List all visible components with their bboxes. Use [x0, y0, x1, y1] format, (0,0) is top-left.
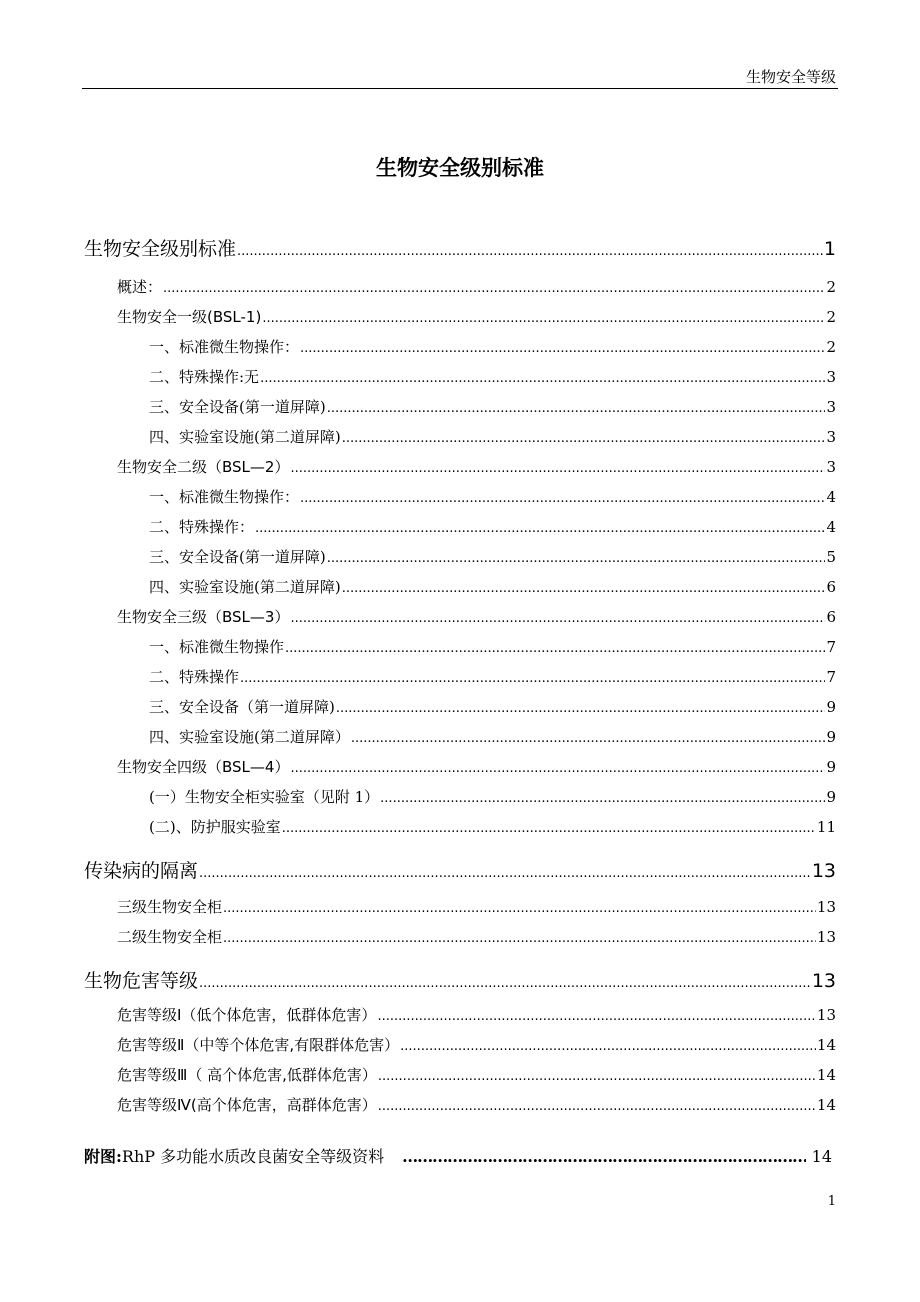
- toc-entry-label: 生物危害等级: [84, 970, 199, 992]
- toc-entry-label: 三、安全设备(第一道屏障): [149, 548, 326, 566]
- toc-entry-label: 二、特殊操作：: [149, 518, 255, 536]
- toc-entry-label: 二、特殊操作:无: [149, 368, 260, 386]
- toc-entry-label: 四、实验室设施(第二道屏障): [149, 428, 341, 446]
- toc-entry-leader: [327, 398, 826, 416]
- toc-entry-level1[interactable]: [84, 966, 836, 993]
- toc-entry-leader: [300, 488, 825, 506]
- toc-entry-leader: [260, 368, 825, 386]
- toc-entry-leader: [342, 578, 826, 596]
- toc-entry-level3[interactable]: [149, 336, 836, 357]
- toc-entry-page: 2: [826, 308, 836, 326]
- toc-entry-level3[interactable]: [149, 696, 836, 717]
- toc-entry-level2[interactable]: [117, 756, 836, 777]
- toc-entry-level3[interactable]: [149, 786, 836, 807]
- toc-entry-page: 9: [826, 788, 836, 806]
- toc-entry-page: 14: [816, 1036, 836, 1054]
- toc-entry-label: 生物安全四级（BSL—4）: [117, 758, 290, 776]
- toc-entry-label: 生物安全三级（BSL—3）: [117, 608, 290, 626]
- page-number: 1: [827, 1194, 836, 1209]
- toc-entry-leader: [351, 728, 826, 746]
- toc-entry-label: 危害等级Ⅲ（ 高个体危害,低群体危害）: [117, 1066, 377, 1084]
- toc-entry-label: 三、安全设备（第一道屏障): [149, 698, 335, 716]
- toc-entry-leader: [285, 638, 825, 656]
- toc-entry-label: 生物安全一级(BSL-1): [117, 308, 262, 326]
- toc-entry-page: 13: [816, 1006, 836, 1024]
- toc-entry-leader: [290, 758, 825, 776]
- appendix-leader: [402, 1147, 806, 1166]
- toc-entry-page: 5: [826, 548, 836, 566]
- toc-entry-page: 2: [826, 278, 836, 296]
- toc-entry-leader: [223, 928, 816, 946]
- toc-entry-leader: [400, 1036, 816, 1054]
- toc-entry-page: 7: [826, 668, 836, 686]
- toc-entry-leader: [223, 898, 816, 916]
- toc-entry-label: 一、标准微生物操作：: [149, 488, 300, 506]
- toc-entry-label: 一、标准微生物操作: [149, 638, 285, 656]
- toc-entry-page: 6: [826, 608, 836, 626]
- toc-entry-page: 3: [826, 458, 836, 476]
- toc-entry-leader: [300, 338, 825, 356]
- toc-entry-label: 四、实验室设施(第二道屏障）: [149, 728, 350, 746]
- toc-entry-page: 11: [816, 818, 836, 836]
- appendix-label: 附图:: [84, 1147, 122, 1166]
- toc-entry-page: 14: [816, 1096, 836, 1114]
- toc-entry-page: 3: [826, 368, 836, 386]
- toc-entry-page: 1: [823, 238, 836, 260]
- toc-entry-label: (二)、防护服实验室: [149, 818, 281, 836]
- toc-entry-level3[interactable]: [149, 816, 836, 837]
- header-title: 生物安全等级: [745, 68, 836, 86]
- toc-entry-page: 3: [826, 398, 836, 416]
- toc-entry-leader: [378, 1066, 816, 1084]
- toc-entry-label: 三、安全设备(第一道屏障): [149, 398, 326, 416]
- toc-entry-level2[interactable]: [117, 606, 836, 627]
- toc-entry-level1[interactable]: [84, 234, 836, 261]
- toc-entry-leader: [290, 608, 825, 626]
- toc-entry-label: 三级生物安全柜: [117, 898, 223, 916]
- toc-entry-leader: [378, 1096, 816, 1114]
- toc-entry-level1[interactable]: [84, 856, 836, 883]
- toc-entry-leader: [377, 1006, 815, 1024]
- toc-entry-leader: [342, 428, 826, 446]
- toc-entry-label: 危害等级Ⅱ（中等个体危害,有限群体危害）: [117, 1036, 400, 1054]
- toc-entry-leader: [199, 970, 811, 992]
- appendix-text: RhP 多功能水质改良菌安全等级资料: [121, 1147, 385, 1166]
- toc-entry-label: 危害等级Ⅳ(高个体危害，高群体危害）: [117, 1096, 377, 1114]
- toc-entry-page: 9: [826, 698, 836, 716]
- document-title: 生物安全级别标准: [376, 156, 544, 180]
- toc-entry-level3[interactable]: [149, 486, 836, 507]
- appendix-entry[interactable]: [84, 1144, 832, 1167]
- toc-entry-level3[interactable]: [149, 366, 836, 387]
- toc-entry-level3[interactable]: [149, 636, 836, 657]
- toc-entry-page: 6: [826, 578, 836, 596]
- toc-entry-page: 13: [811, 970, 836, 992]
- toc-entry-level3[interactable]: [149, 726, 836, 747]
- toc-entry-leader: [255, 518, 825, 536]
- toc-entry-leader: [199, 860, 811, 882]
- toc-entry-leader: [240, 668, 825, 686]
- toc-entry-page: 9: [826, 728, 836, 746]
- toc-entry-level2[interactable]: [117, 276, 836, 297]
- toc-entry-level3[interactable]: [149, 516, 836, 537]
- toc-entry-level2[interactable]: [117, 896, 836, 917]
- toc-entry-level3[interactable]: [149, 666, 836, 687]
- toc-entry-level2[interactable]: [117, 1034, 836, 1055]
- toc-entry-level3[interactable]: [149, 546, 836, 567]
- toc-entry-level2[interactable]: [117, 1004, 836, 1025]
- toc-entry-page: 7: [826, 638, 836, 656]
- toc-entry-level2[interactable]: [117, 1094, 836, 1115]
- toc-entry-level3[interactable]: [149, 396, 836, 417]
- toc-entry-label: 二、特殊操作: [149, 668, 240, 686]
- toc-entry-page: 4: [826, 518, 836, 536]
- toc-entry-label: 一、标准微生物操作：: [149, 338, 300, 356]
- toc-entry-label: (一）生物安全柜实验室（见附 1）: [149, 788, 380, 806]
- toc-entry-page: 3: [826, 428, 836, 446]
- toc-entry-leader: [327, 548, 826, 566]
- toc-entry-page: 13: [816, 898, 836, 916]
- toc-entry-level3[interactable]: [149, 426, 836, 447]
- toc-entry-leader: [163, 278, 825, 296]
- toc-entry-page: 13: [816, 928, 836, 946]
- appendix-page: 14: [811, 1147, 832, 1166]
- toc-entry-leader: [380, 788, 825, 806]
- toc-entry-leader: [336, 698, 826, 716]
- toc-entry-level2[interactable]: [117, 926, 836, 947]
- toc-entry-label: 生物安全级别标准: [84, 238, 237, 260]
- toc-entry-page: 4: [826, 488, 836, 506]
- toc-entry-page: 13: [811, 860, 836, 882]
- toc-entry-label: 传染病的隔离: [84, 860, 199, 882]
- toc-entry-label: 概述：: [117, 278, 163, 296]
- toc-entry-label: 二级生物安全柜: [117, 928, 223, 946]
- toc-entry-leader: [262, 308, 825, 326]
- toc-entry-level2[interactable]: [117, 456, 836, 477]
- toc-entry-label: 四、实验室设施(第二道屏障): [149, 578, 341, 596]
- toc-entry-leader: [290, 458, 825, 476]
- toc-entry-level2[interactable]: [117, 1064, 836, 1085]
- toc-entry-page: 9: [826, 758, 836, 776]
- toc-entry-label: 生物安全二级（BSL—2）: [117, 458, 290, 476]
- toc-entry-leader: [237, 238, 823, 260]
- toc-entry-label: 危害等级Ⅰ（低个体危害，低群体危害）: [117, 1006, 377, 1024]
- toc-entry-level2[interactable]: [117, 306, 836, 327]
- toc-entry-leader: [282, 818, 816, 836]
- toc-entry-page: 2: [826, 338, 836, 356]
- toc-entry-level3[interactable]: [149, 576, 836, 597]
- toc-entry-page: 14: [816, 1066, 836, 1084]
